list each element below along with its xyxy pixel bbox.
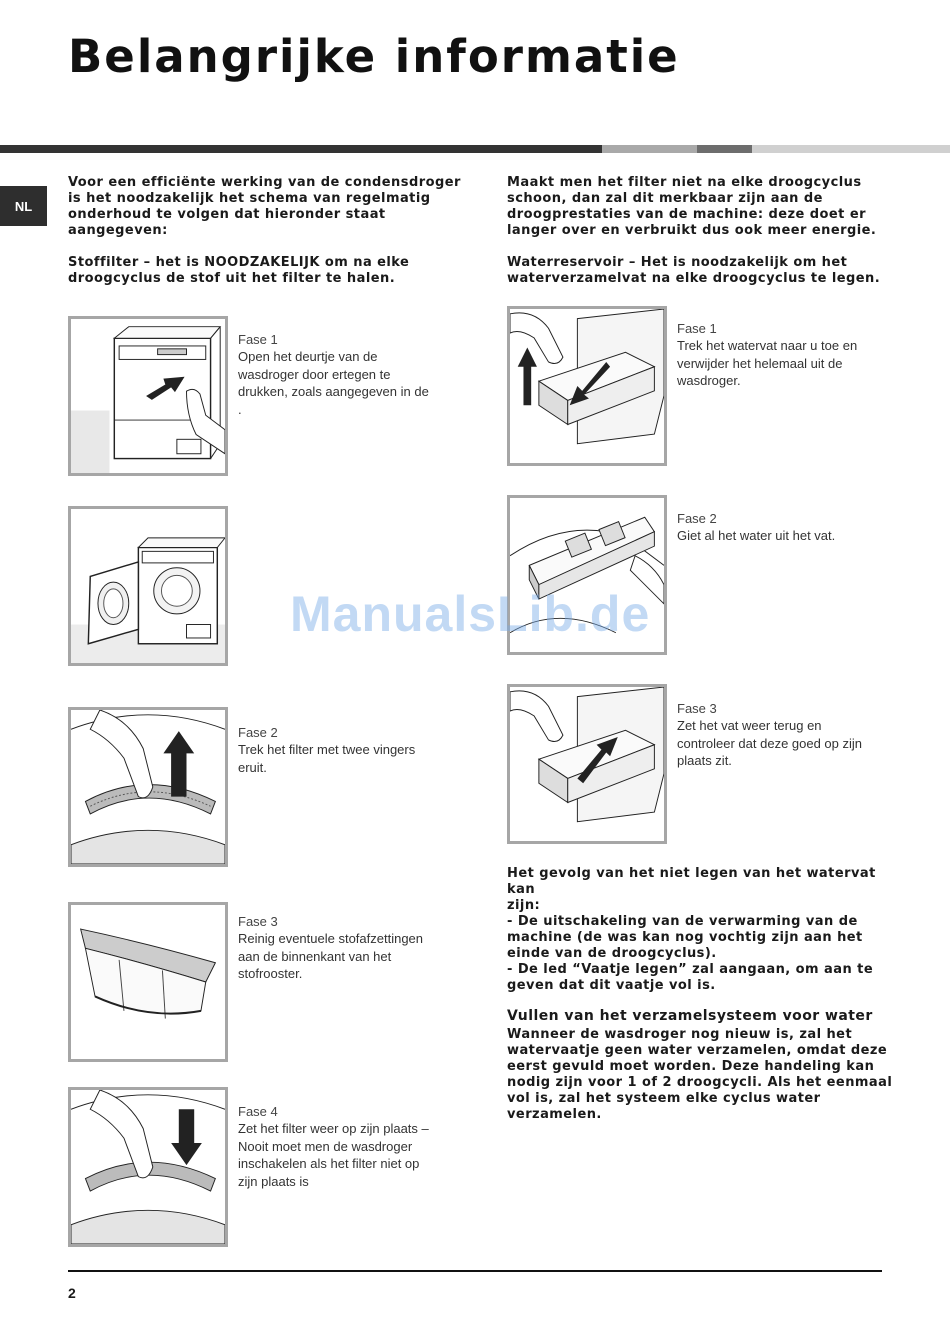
filter-heading: Stoffilter – het is NOODZAKELIJK om na elke droogcyclus de stof uit het filter te halen.: [68, 255, 410, 286]
filter-step-2: [238, 706, 458, 776]
left-intro: Voor een efficiënte werking van de condensdroger is het noodzakelijk het schema van regelmatig onderhoud te volgen dat hieronder staat aangegeven:: [68, 175, 461, 238]
reservoir-step-3-text: Zet het vat weer terug en controleer dat deze goed op zijn plaats zit.: [677, 718, 863, 768]
header-band-mid: [697, 145, 752, 153]
reservoir-step-2-label: Fase 2: [677, 510, 717, 526]
filter-step-4: [238, 1085, 458, 1190]
filter-step-3: [238, 895, 458, 983]
watermark: ManualsLib.de: [290, 586, 651, 642]
filter-step-1: [238, 313, 458, 418]
reservoir-step-1-label: Fase 1: [677, 320, 717, 336]
page-number: 2: [68, 1285, 76, 1301]
filter-step-3-label: Fase 3: [238, 913, 278, 929]
right-intro: Maakt men het filter niet na elke droogcyclus schoon, dan zal dit merkbaar zijn aan de droogprestaties van de machine: deze doet er langer over en verbruikt dus ook meer energie.: [507, 175, 877, 238]
filter-step-2-label: Fase 2: [238, 724, 278, 740]
filter-step-3-text: Reinig eventuele stofafzettingen aan de binnenkant van het stofrooster.: [238, 931, 424, 981]
consequence-text: Het gevolg van het niet legen van het watervat kan zijn: - De uitschakeling van de verwarming van de machine (de was kan nog vochtig zijn aan het einde van de droogcyclus). - De led “Vaatje legen” zal aangaan, om aan te geven dat dit vaatje vol is.: [507, 866, 876, 993]
filter-step-1-text: Open het deurtje van de wasdroger door ertegen te drukken, zoals aangegeven in de .: [238, 349, 429, 417]
dryer-open-door-illustration: [68, 506, 228, 666]
reinsert-water-tank-illustration: [507, 684, 667, 844]
pull-water-tank-illustration: [507, 306, 667, 466]
reservoir-step-2: [677, 492, 897, 545]
reinsert-filter-illustration: [68, 1087, 228, 1247]
reservoir-step-1: [677, 302, 897, 390]
footer-rule: [68, 1270, 882, 1272]
filter-step-1-label: Fase 1: [238, 331, 278, 347]
header-band-light: [602, 145, 697, 153]
reservoir-step-1-text: Trek het watervat naar u toe en verwijder het helemaal uit de wasdroger.: [677, 338, 858, 388]
reservoir-step-3: [677, 682, 897, 770]
filter-step-4-label: Fase 4: [238, 1103, 278, 1119]
language-tab: NL: [0, 186, 47, 226]
reservoir-step-3-label: Fase 3: [677, 700, 717, 716]
filter-step-2-text: Trek het filter met twee vingers eruit.: [238, 742, 416, 775]
reservoir-step-2-text: Giet al het water uit het vat.: [677, 528, 836, 543]
header-band-pale: [752, 145, 950, 153]
header-band-dark: [0, 145, 602, 153]
fill-system-text: Wanneer de wasdroger nog nieuw is, zal het watervaatje geen water verzamelen, omdat deze eerst gevuld moet worden. Deze handeling kan nodig zijn voor 1 of 2 droogcycli. Als het eenmaal vol is, zal het systeem elke cyclus water verzamelen.: [507, 1027, 893, 1122]
filter-screen-illustration: [68, 902, 228, 1062]
dryer-push-door-illustration: [68, 316, 228, 476]
pull-filter-illustration: [68, 707, 228, 867]
filter-step-4-text: Zet het filter weer op zijn plaats – Nooit moet men de wasdroger inschakelen als het filter niet op zijn plaats is: [238, 1121, 429, 1189]
page-title: Belangrijke informatie: [68, 30, 680, 83]
fill-system-title: Vullen van het verzamelsysteem voor water: [507, 1008, 873, 1024]
reservoir-heading: Waterreservoir – Het is noodzakelijk om het waterverzamelvat na elke droogcyclus te legen.: [507, 255, 881, 286]
